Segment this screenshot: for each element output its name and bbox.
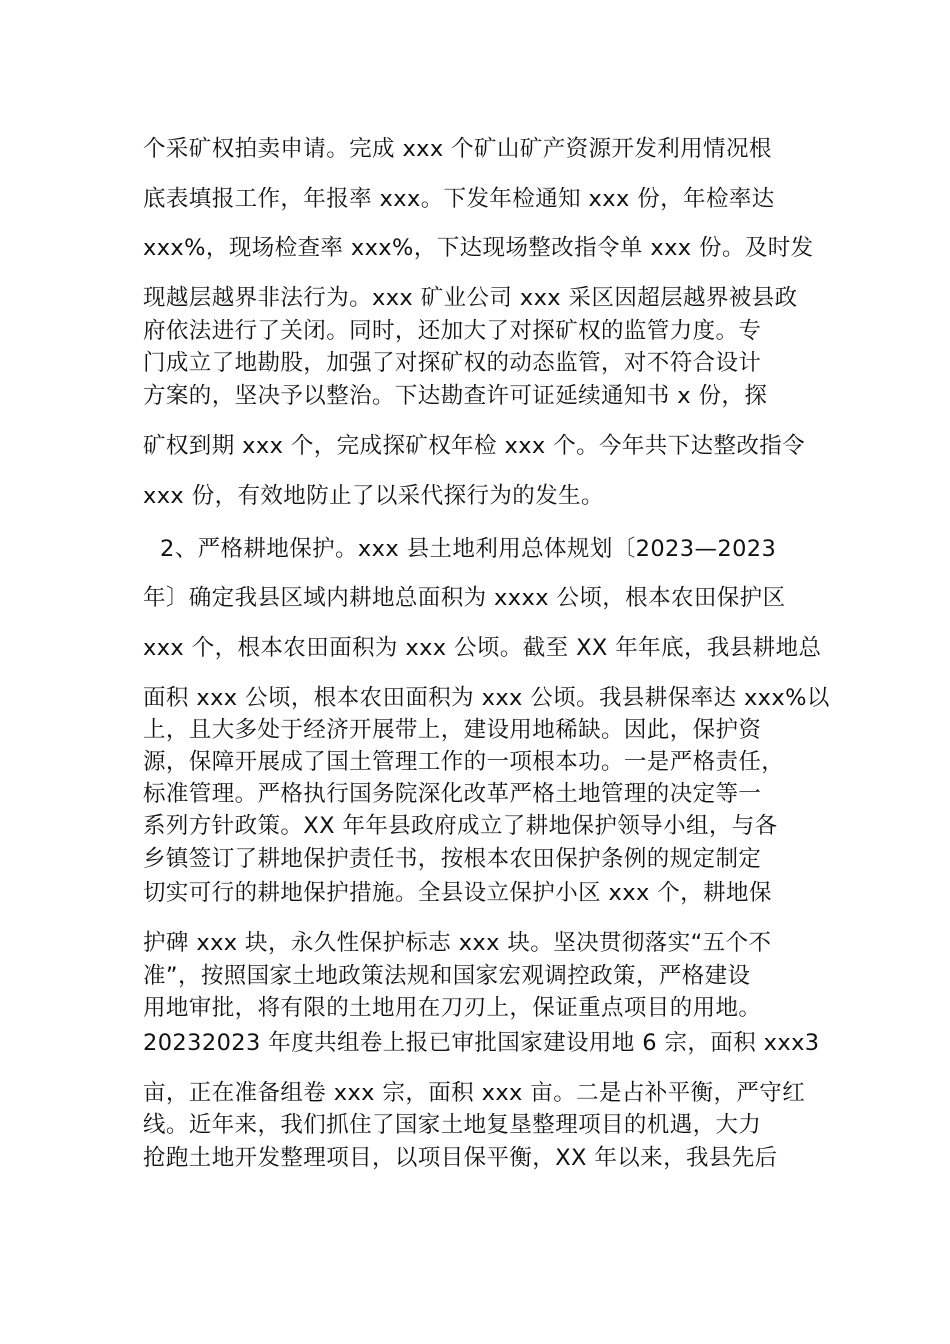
text-line: 准”，按照国家土地政策法规和国家宏观调控政策，严格建设: [143, 963, 751, 989]
text-line: 亩，正在准备组卷 xxx 宗，面积 xxx 亩。二是占补平衡，严守红: [143, 1080, 806, 1106]
text-line: 底表填报工作，年报率 xxx。下发年检通知 xxx 份，年检率达: [143, 186, 775, 212]
text-line: 矿权到期 xxx 个，完成探矿权年检 xxx 个。今年共下达整改指令: [143, 433, 806, 459]
text-line: 源，保障开展成了国土管理工作的一项根本功。一是严格责任，: [143, 749, 785, 775]
text-line: 府依法进行了关闭。同时，还加大了对探矿权的监管力度。专: [143, 318, 762, 344]
text-line: 个采矿权拍卖申请。完成 xxx 个矿山矿产资源开发利用情况根: [143, 136, 772, 162]
text-line: xxx 个，根本农田面积为 xxx 公顷。截至 XX 年年底，我县耕地总: [143, 635, 822, 661]
text-line: xxx%，现场检查率 xxx%，下达现场整改指令单 xxx 份。及时发: [143, 235, 814, 261]
text-line: xxx 份，有效地防止了以采代探行为的发生。: [143, 483, 604, 509]
text-line: 面积 xxx 公顷，根本农田面积为 xxx 公顷。我县耕保率达 xxx%以: [143, 685, 830, 711]
text-line: 切实可行的耕地保护措施。全县设立保护小区 xxx 个，耕地保: [143, 880, 772, 906]
text-line: 护碑 xxx 块，永久性保护标志 xxx 块。坚决贯彻落实“五个不: [143, 930, 772, 956]
text-line: 门成立了地勘股，加强了对探矿权的动态监管，对不符合设计: [143, 350, 762, 376]
text-line: 线。近年来，我们抓住了国家土地复垦整理项目的机遇，大力: [143, 1112, 762, 1138]
text-line: 方案的，坚决予以整治。下达勘查许可证延续通知书 x 份，探: [143, 383, 768, 409]
text-line: 年〕确定我县区域内耕地总面积为 xxxx 公顷，根本农田保护区: [143, 585, 786, 611]
text-line: 现越层越界非法行为。xxx 矿业公司 xxx 采区因超层越界被县政: [143, 285, 798, 311]
text-line: 乡镇签订了耕地保护责任书，按根本农田保护条例的规定制定: [143, 846, 762, 872]
text-line: 抢跑土地开发整理项目，以项目保平衡，XX 年以来，我县先后: [143, 1145, 778, 1171]
text-line: 用地审批，将有限的土地用在刀刃上，保证重点项目的用地。: [143, 995, 762, 1021]
text-line: 上，且大多处于经济开展带上，建设用地稀缺。因此，保护资: [143, 717, 762, 743]
text-line: 20232023 年度共组卷上报已审批国家建设用地 6 宗，面积 xxx3: [143, 1030, 820, 1056]
text-line: 标准管理。严格执行国务院深化改革严格土地管理的决定等一: [143, 781, 762, 807]
text-line: 系列方针政策。XX 年年县政府成立了耕地保护领导小组，与各: [143, 813, 778, 839]
paragraph-2-first-line: 2、严格耕地保护。xxx 县土地利用总体规划〔2023—2023: [160, 536, 777, 562]
